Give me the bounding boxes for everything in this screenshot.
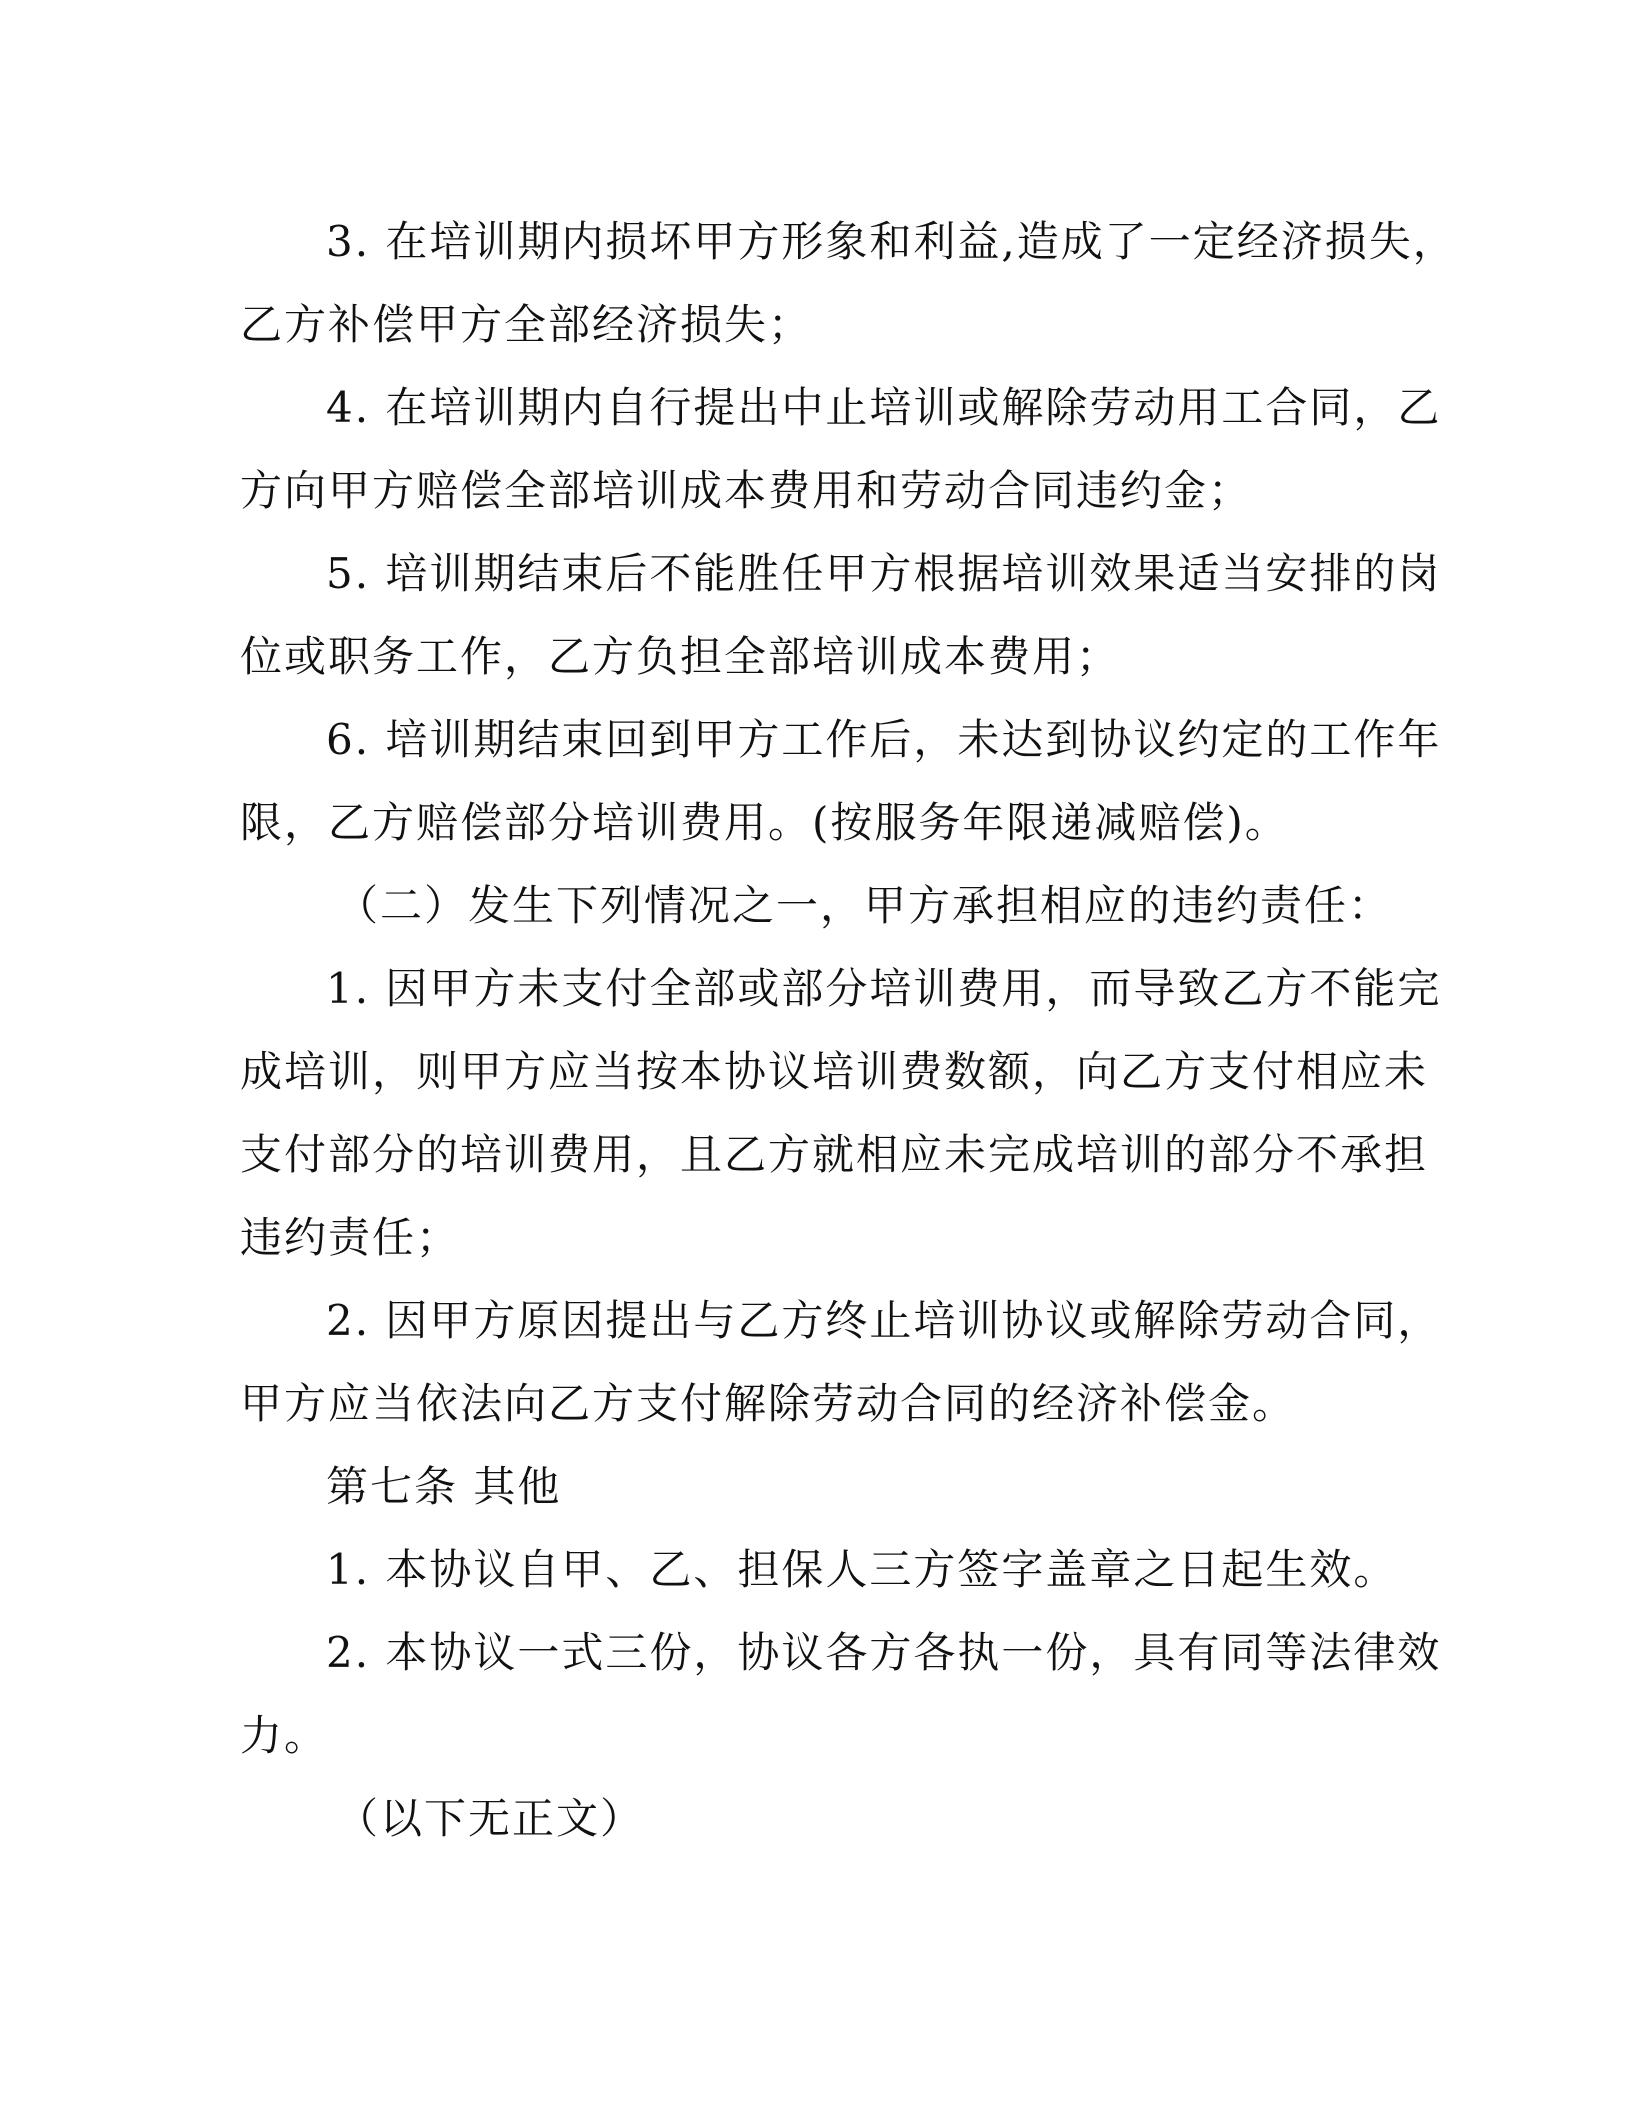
end-of-text-note: （以下无正文） [336, 1794, 645, 1843]
party-a-clause-2-line-1: 2. 因甲方原因提出与乙方终止培训协议或解除劳动合同， [326, 1296, 1442, 1345]
clause-5-line-1: 5. 培训期结束后不能胜任甲方根据培训效果适当安排的岗 [326, 549, 1442, 598]
party-a-clause-1-line-3: 支付部分的培训费用，且乙方就相应未完成培训的部分不承担 [240, 1130, 1429, 1179]
clause-4-line-2: 方向甲方赔偿全部培训成本费用和劳动合同违约金； [240, 466, 1253, 515]
clause-5-line-2: 位或职务工作，乙方负担全部培训成本费用； [240, 632, 1121, 681]
clause-6-line-1: 6. 培训期结束回到甲方工作后，未达到协议约定的工作年 [326, 715, 1442, 764]
clause-6-line-2: 限，乙方赔偿部分培训费用。(按服务年限递减赔偿)。 [240, 798, 1289, 847]
article-7-heading: 第七条 其他 [326, 1462, 562, 1511]
article-7-item-2-line-2: 力。 [240, 1711, 329, 1760]
article-7-item-2-line-1: 2. 本协议一式三份，协议各方各执一份，具有同等法律效 [326, 1628, 1442, 1677]
party-a-clause-1-line-4: 违约责任； [240, 1213, 461, 1262]
clause-3-line-2: 乙方补偿甲方全部经济损失； [240, 300, 813, 349]
party-a-clause-2-line-2: 甲方应当依法向乙方支付解除劳动合同的经济补偿金。 [240, 1379, 1297, 1428]
party-a-clause-1-line-1: 1. 因甲方未支付全部或部分培训费用，而导致乙方不能完 [326, 964, 1442, 1013]
clause-4-line-1: 4. 在培训期内自行提出中止培训或解除劳动用工合同，乙 [326, 383, 1442, 432]
article-7-item-1: 1. 本协议自甲、乙、担保人三方签字盖章之日起生效。 [326, 1545, 1398, 1594]
party-a-clause-1-line-2: 成培训，则甲方应当按本协议培训费数额，向乙方支付相应未 [240, 1047, 1429, 1096]
document-body [240, 200, 1457, 1860]
clause-3-line-1: 3. 在培训期内损坏甲方形象和利益,造成了一定经济损失， [326, 217, 1457, 266]
section-2-heading: （二）发生下列情况之一，甲方承担相应的违约责任： [336, 881, 1393, 930]
